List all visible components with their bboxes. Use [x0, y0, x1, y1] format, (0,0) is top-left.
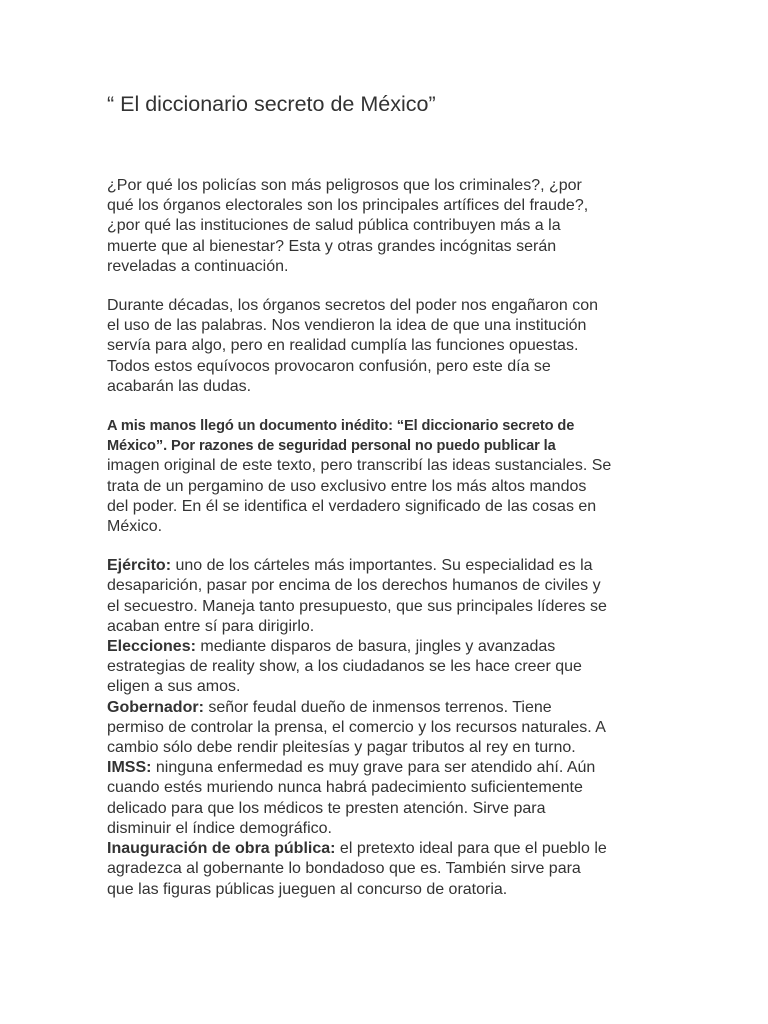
text-line: desaparición, pasar por encima de los derechos humanos de civiles y: [107, 577, 601, 595]
text-line: eligen a sus amos.: [107, 678, 241, 696]
text-line: el uso de las palabras. Nos vendieron la idea de que una institución: [107, 317, 587, 335]
text-line: México.: [107, 518, 163, 536]
glossary-entry-elecciones: [107, 637, 667, 698]
definition-text: señor feudal dueño de inmensos terrenos. Tiene: [203, 698, 552, 716]
text-line: del poder. En él se identifica el verdadero significado de las cosas en: [107, 497, 597, 515]
glossary-entry-gobernador: [107, 698, 667, 759]
text-line: qué los órganos electorales son los principales artífices del fraude?,: [107, 197, 589, 215]
text-line: agradezca al gobernante lo bondadoso que es. También sirve para: [107, 860, 581, 878]
glossary-term: Inauguración de obra pública:: [107, 840, 336, 858]
intro-paragraph-1: [107, 176, 667, 277]
text-line: imagen original de este texto, pero transcribí las ideas sustanciales. Se: [107, 457, 612, 475]
text-line: disminuir el índice demográfico.: [107, 819, 332, 837]
document-title: “ El diccionario secreto de México”: [107, 92, 436, 116]
entry-first-line: [107, 839, 667, 859]
glossary-term: IMSS:: [107, 759, 152, 777]
intro-paragraph-2: [107, 296, 667, 397]
text-line: acaban entre sí para dirigirlo.: [107, 617, 315, 635]
glossary-term: Gobernador:: [107, 698, 204, 716]
text-line: permiso de controlar la prensa, el comercio y los recursos naturales. A: [107, 718, 606, 736]
text-line: delicado para que los médicos te presten atención. Sirve para: [107, 799, 546, 817]
bold-text-line: México”. Por razones de seguridad personal no puedo publicar la: [107, 438, 556, 455]
text-line: estrategias de reality show, a los ciudadanos se les hace creer que: [107, 658, 582, 676]
text-line: Durante décadas, los órganos secretos del poder nos engañaron con: [107, 297, 598, 315]
document-paragraph: [107, 416, 667, 537]
text-line: trata de un pergamino de uso exclusivo entre los más altos mandos: [107, 477, 587, 495]
definition-text: ninguna enfermedad es muy grave para ser atendido ahí. Aún: [151, 759, 596, 777]
glossary-entry-ejercito: [107, 556, 667, 637]
text-line: reveladas a continuación.: [107, 257, 289, 275]
glossary-entry-inauguracion: [107, 839, 667, 900]
text-line: que las figuras públicas jueguen al concurso de oratoria.: [107, 880, 508, 898]
entry-first-line: [107, 556, 667, 576]
text-line: Todos estos equívocos provocaron confusión, pero este día se: [107, 357, 551, 375]
text-line: servía para algo, pero en realidad cumplía las funciones opuestas.: [107, 337, 579, 355]
text-line: muerte que al bienestar? Esta y otras grandes incógnitas serán: [107, 237, 557, 255]
definition-text: uno de los cárteles más importantes. Su especialidad es la: [171, 557, 593, 575]
entry-first-line: [107, 637, 667, 657]
text-line: cuando estés muriendo nunca habrá padecimiento suficientemente: [107, 779, 583, 797]
text-line: ¿por qué las instituciones de salud pública contribuyen más a la: [107, 217, 561, 235]
entry-first-line: [107, 698, 667, 718]
entry-first-line: [107, 758, 667, 778]
text-line: el secuestro. Maneja tanto presupuesto, que sus principales líderes se: [107, 597, 607, 615]
text-line: cambio sólo debe rendir pleitesías y pagar tributos al rey en turno.: [107, 739, 576, 757]
glossary-term: Ejército:: [107, 557, 172, 575]
text-line: ¿Por qué los policías son más peligrosos que los criminales?, ¿por: [107, 177, 582, 194]
definition-text: mediante disparos de basura, jingles y avanzadas: [195, 638, 556, 656]
glossary-entry-imss: [107, 758, 667, 839]
text-line: acabarán las dudas.: [107, 377, 252, 395]
glossary-term: Elecciones:: [107, 638, 196, 656]
bold-text-line: A mis manos llegó un documento inédito: “El diccionario secreto de: [107, 418, 575, 435]
glossary: [107, 556, 667, 899]
document-page: [107, 90, 667, 900]
definition-text: el pretexto ideal para que el pueblo le: [335, 840, 607, 858]
